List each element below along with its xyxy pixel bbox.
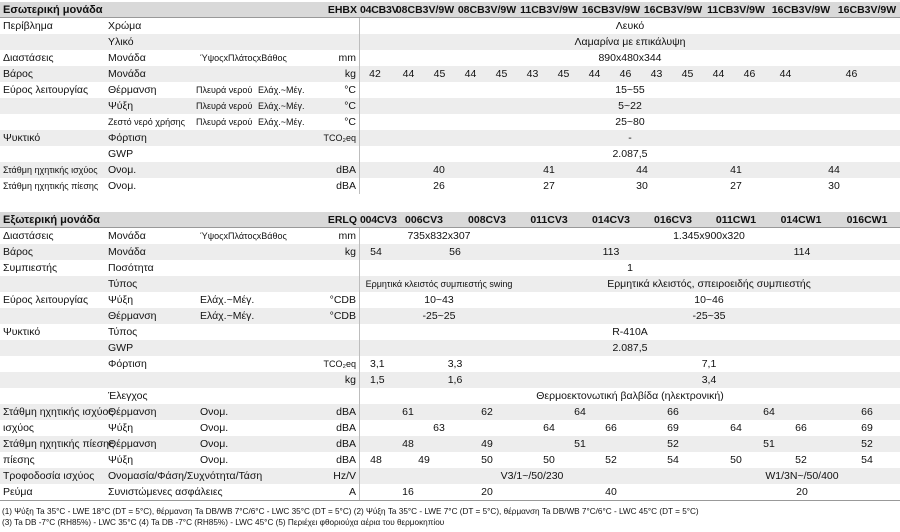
sound-cell: 52 [667, 438, 679, 450]
weight-cell: 42 [369, 68, 381, 80]
indoor-header-row [0, 2, 900, 18]
row-extra: Ονομ. [200, 438, 229, 450]
sound-cell: 44 [636, 164, 648, 176]
row-sublabel: Ονομ. [108, 180, 137, 192]
indoor-row-color [0, 18, 900, 34]
indoor-model: 16CB3V/9W [771, 4, 831, 16]
row-label: Περίβλημα [3, 20, 53, 32]
row-label: Στάθμη ηχητικής ισχύος [3, 406, 114, 418]
charge-cell: 1,6 [447, 374, 463, 386]
row-unit: mm [338, 230, 356, 242]
row-unit: A [348, 486, 356, 498]
indoor-row-material [0, 34, 900, 50]
row-extra: Ονομ. [200, 422, 229, 434]
outdoor-row-range-heat [0, 308, 900, 324]
indoor-row-sound-pressure [0, 178, 900, 194]
column-divider [359, 18, 360, 194]
indoor-model: 16CB3V/9W [643, 4, 703, 16]
row-value: Λαμαρίνα με επικάλυψη [574, 36, 686, 48]
row-value: 10~43 [424, 294, 454, 306]
row-label: Εύρος λειτουργίας [3, 84, 89, 96]
row-unit: °CDB [329, 294, 356, 306]
row-label: Ρεύμα [3, 486, 33, 498]
outdoor-row-pressure-heat [0, 436, 900, 452]
weight-cell: 114 [793, 246, 811, 258]
sound-cell: 51 [763, 438, 775, 450]
row-sublabel: Έλεγχος [108, 390, 148, 402]
row-unit: °CDB [329, 310, 356, 322]
footnote: (1) Ψύξη Ta 35°C - LWE 18°C (DT = 5°C), θέρμανση Ta DB/WB 7°C/6°C - LWC 35°C (DT = 5°C) (2) Ψύξη Ta 35°C - LWE 7°C (DT = 5°C), θέρμανση Ta DB/WB 7°C/6°C - LWC 45°C (DT = 5°C) [2, 507, 699, 516]
sound-cell: 51 [574, 438, 586, 450]
sound-cell: 50 [481, 454, 493, 466]
weight-cell: 113 [602, 246, 620, 258]
sound-cell: 66 [667, 406, 679, 418]
sound-cell: 50 [543, 454, 555, 466]
current-cell: 20 [796, 486, 808, 498]
row-extra2: Ελάχ.~Μέγ. [258, 117, 305, 127]
sound-cell: 49 [418, 454, 430, 466]
row-unit: kg [344, 246, 356, 258]
outdoor-model: 008CV3 [468, 214, 506, 226]
row-sublabel: Μονάδα [108, 68, 146, 80]
row-unit: Hz/V [333, 470, 356, 482]
row-sublabel: Μονάδα [108, 246, 146, 258]
charge-cell: 3,1 [370, 358, 385, 370]
sound-cell: 44 [828, 164, 840, 176]
row-value: W1/3N~/50/400 [765, 470, 839, 482]
outdoor-row-pressure-cool [0, 452, 900, 468]
footnote: (3) Ta DB -7°C (RH85%) - LWC 35°C (4) Ta DB -7°C (RH85%) - LWC 45°C (5) Περιέχει φθοριούχα αέρια του θερμοκηπίου [2, 518, 445, 527]
row-unit: dBA [336, 422, 356, 434]
outdoor-row-weight [0, 244, 900, 260]
outdoor-model: 014CV3 [592, 214, 630, 226]
sound-cell: 52 [861, 438, 873, 450]
sound-cell: 64 [543, 422, 555, 434]
indoor-row-dimensions [0, 50, 900, 66]
weight-cell: 44 [779, 68, 792, 80]
outdoor-row-charge-kg [0, 372, 900, 388]
row-extra: Ελάχ.~Μέγ. [200, 310, 255, 322]
row-label: Στάθμη ηχητικής πίεσης [3, 181, 99, 191]
row-label: Διαστάσεις [3, 230, 54, 242]
row-extra2: Ελάχ.~Μέγ. [258, 101, 305, 111]
sound-cell: 49 [481, 438, 493, 450]
outdoor-row-current [0, 484, 900, 500]
row-unit: dBA [336, 164, 356, 176]
row-unit: dBA [336, 180, 356, 192]
row-sublabel: Θέρμανση [108, 438, 157, 450]
sound-cell: 69 [667, 422, 679, 434]
row-unit: °C [344, 84, 356, 96]
row-sublabel: Ονομ. [108, 164, 137, 176]
sound-cell: 62 [481, 406, 493, 418]
row-extra: Ονομ. [200, 454, 229, 466]
row-label: Στάθμη ηχητικής πίεσης [3, 438, 115, 450]
indoor-model: 16CB3V/9W [581, 4, 641, 16]
outdoor-row-range-cool [0, 292, 900, 308]
weight-cell: 46 [743, 68, 756, 80]
row-sublabel: Μονάδα [108, 230, 146, 242]
weight-cell: 44 [402, 68, 415, 80]
row-extra: ΎψοςxΠλάτοςxΒάθος [200, 231, 287, 241]
row-label: Διαστάσεις [3, 52, 54, 64]
row-value: 5~22 [618, 100, 642, 112]
row-value: 25~80 [615, 116, 645, 128]
sound-cell: 52 [605, 454, 617, 466]
indoor-model: 08CB3V/9W [457, 4, 517, 16]
row-value: -25~35 [692, 310, 726, 322]
sound-cell: 40 [433, 164, 445, 176]
row-value: 1 [627, 262, 633, 274]
outdoor-model: 004CV3 [360, 214, 397, 226]
outdoor-code: ERLQ [327, 214, 357, 226]
row-sublabel: Τύπος [108, 326, 138, 338]
sound-cell: 54 [667, 454, 679, 466]
sound-cell: 48 [370, 454, 382, 466]
sound-cell: 26 [433, 180, 445, 192]
row-sublabel: Ψύξη [108, 100, 134, 112]
row-label: Ψυκτικό [3, 132, 41, 144]
sound-cell: 66 [795, 422, 807, 434]
indoor-code: EHBX [327, 4, 357, 16]
row-value: Ερμητικά κλειστός συμπιεστής swing [365, 279, 513, 289]
row-sublabel: Ονομασία/Φάση/Συχνότητα/Τάση [108, 470, 263, 482]
row-sublabel: Θέρμανση [108, 84, 157, 96]
row-label: Βάρος [3, 246, 33, 258]
row-value: Λευκό [615, 20, 645, 32]
outdoor-header-row [0, 212, 900, 228]
outdoor-row-charge-tco [0, 356, 900, 372]
indoor-model: 04CB3V [360, 4, 399, 16]
row-sublabel: Ζεστό νερό χρήσης [108, 117, 186, 127]
sound-cell: 64 [763, 406, 775, 418]
row-label: ισχύος [3, 422, 34, 434]
indoor-model: 08CB3V/9W [395, 4, 455, 16]
sound-cell: 30 [636, 180, 648, 192]
row-unit: mm [338, 52, 356, 64]
row-value: 2.087,5 [612, 148, 648, 160]
weight-cell: 45 [433, 68, 446, 80]
sound-cell: 61 [402, 406, 414, 418]
sound-cell: 63 [433, 422, 445, 434]
indoor-title: Εσωτερική μονάδα [3, 4, 103, 16]
row-extra: Ονομ. [200, 406, 229, 418]
row-unit: dBA [336, 406, 356, 418]
outdoor-model: 016CW1 [846, 214, 888, 226]
outdoor-row-dimensions [0, 228, 900, 244]
sound-cell: 41 [543, 164, 555, 176]
indoor-row-range-cool [0, 98, 900, 114]
row-label: Βάρος [3, 68, 33, 80]
row-sublabel: Φόρτιση [108, 358, 147, 370]
sound-cell: 27 [543, 180, 555, 192]
sound-cell: 54 [861, 454, 873, 466]
indoor-model: 16CB3V/9W [837, 4, 897, 16]
outdoor-row-control [0, 388, 900, 404]
weight-cell: 45 [681, 68, 694, 80]
row-sublabel: Χρώμα [108, 20, 142, 32]
row-value: 1.345x900x320 [673, 230, 745, 242]
outdoor-row-refrigerant-type [0, 324, 900, 340]
charge-cell: 3,3 [447, 358, 463, 370]
row-sublabel: Ποσότητα [108, 262, 154, 274]
row-value: 10~46 [694, 294, 724, 306]
outdoor-model: 006CV3 [405, 214, 443, 226]
outdoor-row-compressor-type [0, 276, 900, 292]
row-extra: Ελάχ.~Μέγ. [200, 294, 255, 306]
outdoor-row-gwp [0, 340, 900, 356]
weight-cell: 46 [845, 68, 858, 80]
row-value: 735x832x307 [407, 230, 471, 242]
outdoor-model: 011CV3 [530, 214, 568, 226]
sound-cell: 64 [574, 406, 586, 418]
current-cell: 16 [402, 486, 414, 498]
row-sublabel: Μονάδα [108, 52, 146, 64]
row-sublabel: Τύπος [108, 278, 138, 290]
weight-cell: 43 [650, 68, 663, 80]
row-unit: °C [344, 100, 356, 112]
row-value: -25~25 [422, 310, 456, 322]
weight-cell: 44 [712, 68, 725, 80]
column-divider [359, 228, 360, 500]
row-label: Συμπιεστής [3, 262, 58, 274]
indoor-row-range-heat [0, 82, 900, 98]
weight-cell: 45 [495, 68, 508, 80]
charge-cell: 3,4 [701, 374, 717, 386]
row-sublabel: GWP [108, 148, 134, 160]
row-sublabel: Υλικό [108, 36, 134, 48]
indoor-row-weight [0, 66, 900, 82]
sound-cell: 64 [730, 422, 742, 434]
indoor-row-sound-power [0, 162, 900, 178]
row-sublabel: Ψύξη [108, 294, 134, 306]
row-extra: ΎψοςxΠλάτοςxΒάθος [200, 53, 287, 63]
weight-cell: 45 [557, 68, 570, 80]
indoor-row-range-dhw [0, 114, 900, 130]
weight-cell: 56 [449, 246, 461, 258]
row-value: - [628, 132, 632, 144]
row-label: Στάθμη ηχητικής ισχύος [3, 165, 98, 175]
outdoor-row-power-supply [0, 468, 900, 484]
row-sublabel: Ψύξη [108, 422, 134, 434]
outdoor-model: 016CV3 [654, 214, 692, 226]
row-sublabel: Θέρμανση [108, 406, 157, 418]
row-unit: °C [344, 116, 356, 128]
indoor-row-gwp [0, 146, 900, 162]
current-cell: 20 [481, 486, 493, 498]
row-unit: kg [344, 68, 356, 80]
row-sublabel: Ψύξη [108, 454, 134, 466]
sound-cell: 30 [828, 180, 840, 192]
row-label: Εύρος λειτουργίας [3, 294, 89, 306]
outdoor-row-power-cool [0, 420, 900, 436]
row-value: 890x480x344 [598, 52, 662, 64]
row-unit: dBA [336, 454, 356, 466]
charge-cell: 7,1 [701, 358, 717, 370]
outdoor-row-compressor-qty [0, 260, 900, 276]
row-value: Ερμητικά κλειστός, σπειροειδής συμπιεστής [607, 278, 811, 290]
row-value: V3/1~/50/230 [500, 470, 564, 482]
row-extra2: Ελάχ.~Μέγ. [258, 85, 305, 95]
row-value: 2.087,5 [612, 342, 648, 354]
row-sublabel: Συνιστώμενες ασφάλειες [108, 486, 223, 498]
row-sublabel: Θέρμανση [108, 310, 157, 322]
charge-cell: 1,5 [370, 374, 385, 386]
row-unit: kg [344, 374, 356, 386]
sound-cell: 27 [730, 180, 742, 192]
weight-cell: 43 [526, 68, 539, 80]
sound-cell: 69 [861, 422, 873, 434]
row-sublabel: GWP [108, 342, 134, 354]
sound-cell: 41 [730, 164, 742, 176]
row-sublabel: Φόρτιση [108, 132, 147, 144]
row-unit: TCO₂eq [323, 359, 356, 369]
row-unit: dBA [336, 438, 356, 450]
current-cell: 40 [605, 486, 617, 498]
outdoor-title: Εξωτερική μονάδα [3, 214, 100, 226]
row-label: Τροφοδοσία ισχύος [3, 470, 95, 482]
outdoor-row-power-heat [0, 404, 900, 420]
sound-cell: 48 [402, 438, 414, 450]
row-value: 15~55 [615, 84, 645, 96]
row-value: Θερμοεκτονωτική βαλβίδα (ηλεκτρονική) [536, 390, 724, 402]
row-extra: Πλευρά νερού [196, 85, 253, 95]
weight-cell: 46 [619, 68, 632, 80]
row-extra: Πλευρά νερού [196, 101, 253, 111]
indoor-row-refrigerant-charge [0, 130, 900, 146]
row-unit: TCO₂eq [323, 133, 356, 143]
row-value: R-410A [612, 326, 648, 338]
indoor-model: 11CB3V/9W [707, 4, 765, 16]
weight-cell: 44 [464, 68, 477, 80]
row-label: πίεσης [3, 454, 35, 466]
weight-cell: 54 [370, 246, 382, 258]
sound-cell: 66 [605, 422, 617, 434]
outdoor-model: 014CW1 [780, 214, 822, 226]
row-label: Ψυκτικό [3, 326, 41, 338]
outdoor-model: 011CW1 [715, 214, 757, 226]
weight-cell: 44 [588, 68, 601, 80]
sound-cell: 50 [730, 454, 742, 466]
indoor-model: 11CB3V/9W [520, 4, 578, 16]
sound-cell: 52 [795, 454, 807, 466]
sound-cell: 66 [861, 406, 873, 418]
row-extra: Πλευρά νερού [196, 117, 253, 127]
